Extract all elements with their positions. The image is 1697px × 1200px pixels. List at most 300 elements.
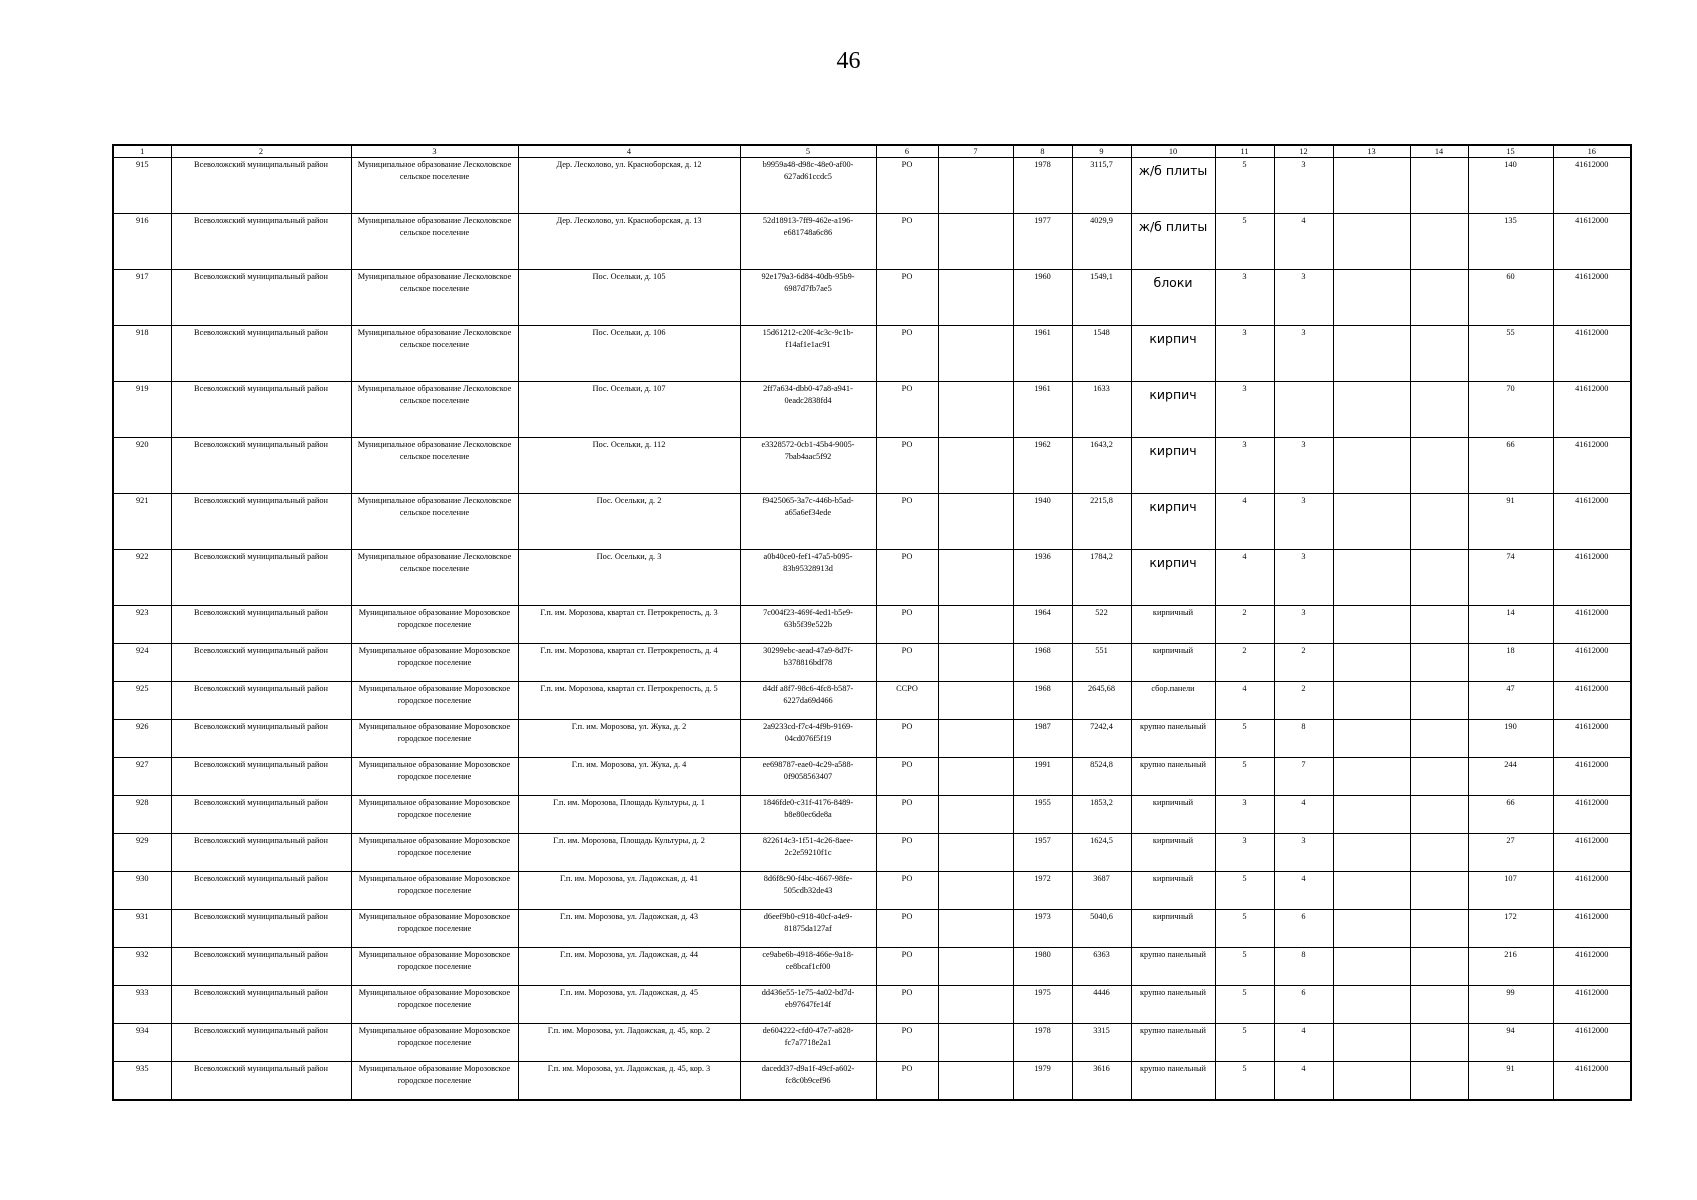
oktmo-code-cell: 41612000 [1553,382,1631,438]
column-header: 2 [171,145,351,158]
col-14-cell [1410,550,1468,606]
year-built-cell: 1978 [1013,158,1072,214]
oktmo-code-cell: 41612000 [1553,1024,1631,1062]
year-built-cell: 1978 [1013,1024,1072,1062]
object-guid-cell: 2a9233cd-f7c4-4f9b-9169-04cd076f5f19 [740,720,876,758]
entrances-cell: 4 [1274,1024,1333,1062]
table-row [113,270,1631,326]
col-7-cell [938,270,1013,326]
table-row [113,550,1631,606]
row-number-cell: 932 [113,948,171,986]
municipality-cell: Муниципальное образование Лесколовское сельское поселение [351,382,518,438]
residents-cell: 70 [1468,382,1553,438]
status-cell: РО [876,644,938,682]
oktmo-code-cell: 41612000 [1553,872,1631,910]
table-row [113,986,1631,1024]
area-cell: 3687 [1072,872,1131,910]
col-14-cell [1410,382,1468,438]
oktmo-code-cell: 41612000 [1553,214,1631,270]
col-7-cell [938,758,1013,796]
year-built-cell: 1962 [1013,438,1072,494]
object-guid-cell: 822614c3-1f51-4c26-8aee-2c2e59210f1c [740,834,876,872]
object-guid-cell: d4df a8f7-98c6-4fc8-b587-6227da69d466 [740,682,876,720]
area-cell: 6363 [1072,948,1131,986]
entrances-cell: 3 [1274,494,1333,550]
floors-cell: 5 [1215,1062,1274,1101]
address-cell: Г.п. им. Морозова, квартал ст. Петрокрепость, д. 5 [518,682,740,720]
floors-cell: 5 [1215,758,1274,796]
district-cell: Всеволожский муниципальный район [171,214,351,270]
status-cell: РО [876,910,938,948]
object-guid-cell: a0b40ce0-fef1-47a5-b095-83b95328913d [740,550,876,606]
area-cell: 1853,2 [1072,796,1131,834]
wall-material-cell: крупно панельный [1131,720,1215,758]
oktmo-code-cell: 41612000 [1553,494,1631,550]
residents-cell: 14 [1468,606,1553,644]
col-14-cell [1410,214,1468,270]
entrances-cell: 2 [1274,644,1333,682]
district-cell: Всеволожский муниципальный район [171,270,351,326]
wall-material-cell: кирпичный [1131,872,1215,910]
wall-material-cell: кирпичный [1131,834,1215,872]
column-header: 14 [1410,145,1468,158]
residents-cell: 99 [1468,986,1553,1024]
area-cell: 8524,8 [1072,758,1131,796]
row-number-cell: 924 [113,644,171,682]
status-cell: РО [876,494,938,550]
residents-cell: 66 [1468,438,1553,494]
wall-material-cell: блоки [1131,270,1215,326]
column-header: 8 [1013,145,1072,158]
year-built-cell: 1977 [1013,214,1072,270]
district-cell: Всеволожский муниципальный район [171,682,351,720]
row-number-cell: 922 [113,550,171,606]
col-7-cell [938,1062,1013,1101]
row-number-cell: 918 [113,326,171,382]
table-row [113,158,1631,214]
column-header: 4 [518,145,740,158]
residents-cell: 60 [1468,270,1553,326]
status-cell: РО [876,796,938,834]
object-guid-cell: 30299ebc-aead-47a9-8d7f-b378816bdf78 [740,644,876,682]
municipality-cell: Муниципальное образование Морозовское городское поселение [351,644,518,682]
district-cell: Всеволожский муниципальный район [171,1024,351,1062]
entrances-cell [1274,382,1333,438]
object-guid-cell: dacedd37-d9a1f-49cf-a602-fc8c0b9cef96 [740,1062,876,1101]
entrances-cell: 6 [1274,986,1333,1024]
floors-cell: 5 [1215,158,1274,214]
year-built-cell: 1936 [1013,550,1072,606]
col-14-cell [1410,910,1468,948]
residents-cell: 135 [1468,214,1553,270]
district-cell: Всеволожский муниципальный район [171,796,351,834]
address-cell: Пос. Осельки, д. 2 [518,494,740,550]
address-cell: Г.п. им. Морозова, ул. Ладожская, д. 41 [518,872,740,910]
col-7-cell [938,606,1013,644]
row-number-cell: 921 [113,494,171,550]
district-cell: Всеволожский муниципальный район [171,986,351,1024]
entrances-cell: 8 [1274,720,1333,758]
floors-cell: 2 [1215,606,1274,644]
area-cell: 5040,6 [1072,910,1131,948]
floors-cell: 2 [1215,644,1274,682]
address-cell: Г.п. им. Морозова, квартал ст. Петрокрепость, д. 3 [518,606,740,644]
table-row [113,834,1631,872]
district-cell: Всеволожский муниципальный район [171,1062,351,1101]
table-row [113,796,1631,834]
table-row [113,1062,1631,1101]
row-number-cell: 925 [113,682,171,720]
floors-cell: 5 [1215,948,1274,986]
col-13-cell [1333,682,1410,720]
row-number-cell: 917 [113,270,171,326]
address-cell: Пос. Осельки, д. 106 [518,326,740,382]
year-built-cell: 1968 [1013,682,1072,720]
area-cell: 1549,1 [1072,270,1131,326]
municipality-cell: Муниципальное образование Лесколовское сельское поселение [351,550,518,606]
address-cell: Г.п. им. Морозова, ул. Жука, д. 4 [518,758,740,796]
residents-cell: 172 [1468,910,1553,948]
wall-material-cell: кирпичный [1131,644,1215,682]
col-14-cell [1410,158,1468,214]
object-guid-cell: e3328572-0cb1-45b4-9005-7bab4aac5f92 [740,438,876,494]
address-cell: Г.п. им. Морозова, ул. Жука, д. 2 [518,720,740,758]
col-7-cell [938,438,1013,494]
table-row [113,720,1631,758]
col-14-cell [1410,644,1468,682]
row-number-cell: 915 [113,158,171,214]
municipality-cell: Муниципальное образование Лесколовское сельское поселение [351,214,518,270]
col-13-cell [1333,382,1410,438]
municipality-cell: Муниципальное образование Лесколовское сельское поселение [351,158,518,214]
col-7-cell [938,872,1013,910]
area-cell: 2645,68 [1072,682,1131,720]
object-guid-cell: dd436e55-1e75-4a02-bd7d-eb97647fe14f [740,986,876,1024]
object-guid-cell: d6eef9b0-c918-40cf-a4e9-81875da127af [740,910,876,948]
oktmo-code-cell: 41612000 [1553,1062,1631,1101]
residents-cell: 190 [1468,720,1553,758]
year-built-cell: 1991 [1013,758,1072,796]
wall-material-cell: кирпичный [1131,796,1215,834]
area-cell: 551 [1072,644,1131,682]
district-cell: Всеволожский муниципальный район [171,158,351,214]
residents-cell: 94 [1468,1024,1553,1062]
status-cell: ССРО [876,682,938,720]
row-number-cell: 920 [113,438,171,494]
row-number-cell: 935 [113,1062,171,1101]
row-number-cell: 933 [113,986,171,1024]
residents-cell: 91 [1468,494,1553,550]
col-7-cell [938,910,1013,948]
district-cell: Всеволожский муниципальный район [171,438,351,494]
municipality-cell: Муниципальное образование Морозовское городское поселение [351,948,518,986]
wall-material-cell: крупно панельный [1131,986,1215,1024]
column-header: 15 [1468,145,1553,158]
status-cell: РО [876,382,938,438]
table-row [113,494,1631,550]
col-13-cell [1333,494,1410,550]
floors-cell: 4 [1215,550,1274,606]
address-cell: Г.п. им. Морозова, Площадь Культуры, д. 2 [518,834,740,872]
table-row [113,382,1631,438]
col-14-cell [1410,758,1468,796]
district-cell: Всеволожский муниципальный район [171,326,351,382]
col-7-cell [938,326,1013,382]
oktmo-code-cell: 41612000 [1553,550,1631,606]
oktmo-code-cell: 41612000 [1553,948,1631,986]
wall-material-cell: крупно панельный [1131,948,1215,986]
district-cell: Всеволожский муниципальный район [171,720,351,758]
wall-material-cell: ж/б плиты [1131,214,1215,270]
row-number-cell: 926 [113,720,171,758]
col-14-cell [1410,986,1468,1024]
address-cell: Г.п. им. Морозова, ул. Ладожская, д. 45, кор. 2 [518,1024,740,1062]
address-cell: Пос. Осельки, д. 105 [518,270,740,326]
col-7-cell [938,158,1013,214]
floors-cell: 5 [1215,986,1274,1024]
municipality-cell: Муниципальное образование Морозовское городское поселение [351,682,518,720]
entrances-cell: 3 [1274,438,1333,494]
status-cell: РО [876,214,938,270]
col-14-cell [1410,948,1468,986]
address-cell: Г.п. им. Морозова, ул. Ладожская, д. 45 [518,986,740,1024]
table-row [113,758,1631,796]
year-built-cell: 1968 [1013,644,1072,682]
oktmo-code-cell: 41612000 [1553,644,1631,682]
status-cell: РО [876,1024,938,1062]
year-built-cell: 1980 [1013,948,1072,986]
col-14-cell [1410,682,1468,720]
wall-material-cell: кирпич [1131,494,1215,550]
column-header: 9 [1072,145,1131,158]
col-14-cell [1410,1062,1468,1101]
status-cell: РО [876,720,938,758]
row-number-cell: 927 [113,758,171,796]
object-guid-cell: ee698787-eae0-4c29-a588-0f9058563407 [740,758,876,796]
column-header: 3 [351,145,518,158]
oktmo-code-cell: 41612000 [1553,986,1631,1024]
object-guid-cell: 2ff7a634-dbb0-47a8-a941-0eadc2838fd4 [740,382,876,438]
district-cell: Всеволожский муниципальный район [171,910,351,948]
area-cell: 1633 [1072,382,1131,438]
col-14-cell [1410,872,1468,910]
status-cell: РО [876,834,938,872]
col-7-cell [938,682,1013,720]
address-cell: Г.п. им. Морозова, ул. Ладожская, д. 45, кор. 3 [518,1062,740,1101]
floors-cell: 3 [1215,796,1274,834]
row-number-cell: 934 [113,1024,171,1062]
object-guid-cell: de604222-cfd0-47e7-a828-fc7a7718e2a1 [740,1024,876,1062]
area-cell: 4029,9 [1072,214,1131,270]
year-built-cell: 1957 [1013,834,1072,872]
year-built-cell: 1955 [1013,796,1072,834]
status-cell: РО [876,270,938,326]
district-cell: Всеволожский муниципальный район [171,494,351,550]
col-13-cell [1333,158,1410,214]
column-header: 1 [113,145,171,158]
column-header: 12 [1274,145,1333,158]
floors-cell: 5 [1215,1024,1274,1062]
entrances-cell: 3 [1274,326,1333,382]
col-14-cell [1410,606,1468,644]
col-7-cell [938,494,1013,550]
table-row [113,326,1631,382]
year-built-cell: 1975 [1013,986,1072,1024]
status-cell: РО [876,438,938,494]
address-cell: Дер. Лесколово, ул. Красноборская, д. 12 [518,158,740,214]
row-number-cell: 930 [113,872,171,910]
object-guid-cell: 15d61212-c20f-4c3c-9c1b-f14af1e1ac91 [740,326,876,382]
year-built-cell: 1961 [1013,382,1072,438]
residents-cell: 216 [1468,948,1553,986]
housing-registry-table [112,144,1632,1101]
row-number-cell: 928 [113,796,171,834]
column-header: 7 [938,145,1013,158]
col-14-cell [1410,1024,1468,1062]
row-number-cell: 931 [113,910,171,948]
district-cell: Всеволожский муниципальный район [171,948,351,986]
entrances-cell: 6 [1274,910,1333,948]
table-row [113,910,1631,948]
oktmo-code-cell: 41612000 [1553,438,1631,494]
year-built-cell: 1987 [1013,720,1072,758]
wall-material-cell: кирпичный [1131,910,1215,948]
col-13-cell [1333,834,1410,872]
floors-cell: 3 [1215,326,1274,382]
area-cell: 4446 [1072,986,1131,1024]
col-14-cell [1410,834,1468,872]
oktmo-code-cell: 41612000 [1553,910,1631,948]
wall-material-cell: ж/б плиты [1131,158,1215,214]
status-cell: РО [876,1062,938,1101]
entrances-cell: 4 [1274,796,1333,834]
year-built-cell: 1972 [1013,872,1072,910]
col-13-cell [1333,1024,1410,1062]
floors-cell: 3 [1215,834,1274,872]
address-cell: Пос. Осельки, д. 112 [518,438,740,494]
district-cell: Всеволожский муниципальный район [171,382,351,438]
column-header: 6 [876,145,938,158]
entrances-cell: 3 [1274,834,1333,872]
col-7-cell [938,720,1013,758]
col-14-cell [1410,438,1468,494]
oktmo-code-cell: 41612000 [1553,720,1631,758]
address-cell: Г.п. им. Морозова, ул. Ладожская, д. 43 [518,910,740,948]
object-guid-cell: 1846fde0-c31f-4176-8489-b8e80ec6de8a [740,796,876,834]
oktmo-code-cell: 41612000 [1553,834,1631,872]
col-7-cell [938,382,1013,438]
col-14-cell [1410,720,1468,758]
table-row [113,214,1631,270]
address-cell: Пос. Осельки, д. 107 [518,382,740,438]
col-13-cell [1333,214,1410,270]
table-row [113,644,1631,682]
oktmo-code-cell: 41612000 [1553,796,1631,834]
col-13-cell [1333,270,1410,326]
municipality-cell: Муниципальное образование Морозовское городское поселение [351,720,518,758]
floors-cell: 5 [1215,214,1274,270]
area-cell: 3315 [1072,1024,1131,1062]
status-cell: РО [876,326,938,382]
municipality-cell: Муниципальное образование Морозовское городское поселение [351,986,518,1024]
oktmo-code-cell: 41612000 [1553,270,1631,326]
status-cell: РО [876,948,938,986]
address-cell: Дер. Лесколово, ул. Красноборская, д. 13 [518,214,740,270]
entrances-cell: 4 [1274,214,1333,270]
residents-cell: 55 [1468,326,1553,382]
col-7-cell [938,948,1013,986]
residents-cell: 47 [1468,682,1553,720]
area-cell: 3115,7 [1072,158,1131,214]
municipality-cell: Муниципальное образование Лесколовское сельское поселение [351,494,518,550]
area-cell: 522 [1072,606,1131,644]
district-cell: Всеволожский муниципальный район [171,872,351,910]
col-14-cell [1410,270,1468,326]
object-guid-cell: b9959a48-d98c-48e0-af00-627ad61ccdc5 [740,158,876,214]
address-cell: Г.п. им. Морозова, квартал ст. Петрокрепость, д. 4 [518,644,740,682]
floors-cell: 3 [1215,438,1274,494]
municipality-cell: Муниципальное образование Морозовское городское поселение [351,910,518,948]
table-row [113,606,1631,644]
wall-material-cell: крупно панельный [1131,758,1215,796]
entrances-cell: 3 [1274,550,1333,606]
floors-cell: 4 [1215,494,1274,550]
residents-cell: 74 [1468,550,1553,606]
column-number-row [113,145,1631,158]
wall-material-cell: кирпич [1131,438,1215,494]
floors-cell: 3 [1215,382,1274,438]
col-13-cell [1333,438,1410,494]
oktmo-code-cell: 41612000 [1553,326,1631,382]
col-13-cell [1333,910,1410,948]
wall-material-cell: кирпич [1131,326,1215,382]
entrances-cell: 4 [1274,872,1333,910]
col-7-cell [938,796,1013,834]
col-13-cell [1333,758,1410,796]
municipality-cell: Муниципальное образование Морозовское городское поселение [351,872,518,910]
residents-cell: 27 [1468,834,1553,872]
table-row [113,682,1631,720]
col-13-cell [1333,1062,1410,1101]
oktmo-code-cell: 41612000 [1553,158,1631,214]
floors-cell: 3 [1215,270,1274,326]
column-header: 11 [1215,145,1274,158]
residents-cell: 244 [1468,758,1553,796]
address-cell: Пос. Осельки, д. 3 [518,550,740,606]
municipality-cell: Муниципальное образование Морозовское городское поселение [351,796,518,834]
residents-cell: 140 [1468,158,1553,214]
municipality-cell: Муниципальное образование Лесколовское сельское поселение [351,270,518,326]
municipality-cell: Муниципальное образование Морозовское городское поселение [351,834,518,872]
col-7-cell [938,1024,1013,1062]
col-13-cell [1333,644,1410,682]
area-cell: 2215,8 [1072,494,1131,550]
municipality-cell: Муниципальное образование Морозовское городское поселение [351,1062,518,1101]
status-cell: РО [876,158,938,214]
row-number-cell: 923 [113,606,171,644]
page-number: 46 [836,48,861,74]
col-14-cell [1410,494,1468,550]
municipality-cell: Муниципальное образование Морозовское городское поселение [351,606,518,644]
col-13-cell [1333,796,1410,834]
object-guid-cell: 8d6f8c90-f4bc-4667-98fe-505cdb32de43 [740,872,876,910]
col-14-cell [1410,326,1468,382]
year-built-cell: 1964 [1013,606,1072,644]
residents-cell: 18 [1468,644,1553,682]
floors-cell: 4 [1215,682,1274,720]
col-7-cell [938,834,1013,872]
col-7-cell [938,214,1013,270]
